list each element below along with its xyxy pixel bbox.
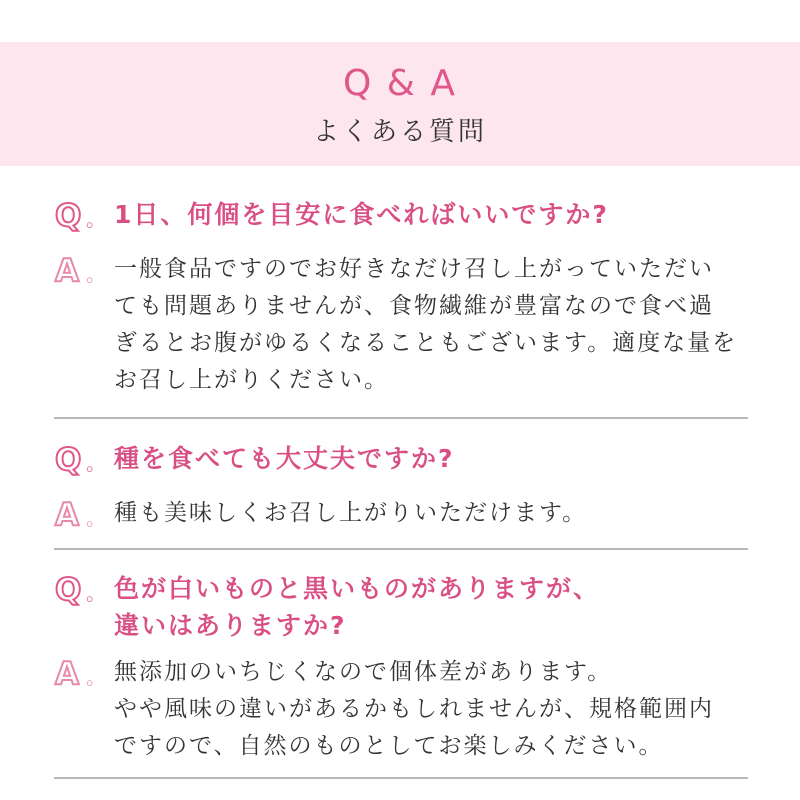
question-text: 色が白いものと黒いものがありますが、 違いはありますか? (114, 574, 601, 640)
qa-header (0, 42, 800, 166)
q-mark-icon (54, 570, 112, 606)
a-glyph: A (55, 253, 79, 287)
divider (54, 777, 748, 779)
faq-item (54, 570, 748, 765)
q-dot: 。 (86, 451, 106, 475)
a-dot: 。 (86, 262, 106, 286)
divider (54, 548, 748, 550)
a-mark-icon (54, 495, 112, 531)
question-row (54, 440, 748, 477)
answer-row (54, 495, 748, 532)
faq-item (54, 196, 748, 399)
q-glyph: Q (55, 442, 82, 476)
q-glyph: Q (55, 198, 82, 232)
page-subtitle: よくある質問 (312, 117, 487, 147)
q-mark-icon (54, 440, 112, 476)
question-row (54, 570, 748, 644)
a-dot: 。 (86, 665, 106, 689)
a-glyph: A (55, 497, 79, 531)
q-glyph: Q (55, 572, 82, 606)
a-mark-icon (54, 251, 112, 287)
divider (54, 417, 748, 419)
a-dot: 。 (86, 506, 106, 530)
a-glyph: A (55, 656, 79, 690)
q-dot: 。 (86, 207, 106, 231)
question-text: 種を食べても大丈夫ですか? (114, 444, 455, 473)
a-mark-icon (54, 654, 112, 690)
q-mark-icon (54, 196, 112, 232)
answer-text: 無添加のいちじくなので個体差があります。 やや風味の違いがあるかもしれませんが、規格範囲内 ですので、自然のものとしてお楽しみください。 (114, 659, 714, 759)
question-row (54, 196, 748, 233)
page-title: Q & A (343, 63, 457, 104)
faq-item (54, 440, 748, 532)
answer-row (54, 654, 748, 765)
answer-text: 一般食品ですのでお好きなだけ召し上がっていただい ても問題ありませんが、食物繊維が豊富なので食べ過 ぎるとお腹がゆるくなることもございます。適度な量を お召し上がりください。 (114, 256, 738, 393)
answer-row (54, 251, 748, 399)
answer-text: 種も美味しくお召し上がりいただけます。 (114, 500, 588, 526)
q-dot: 。 (86, 581, 106, 605)
question-text: 1日、何個を目安に食べればいいですか? (114, 200, 609, 229)
